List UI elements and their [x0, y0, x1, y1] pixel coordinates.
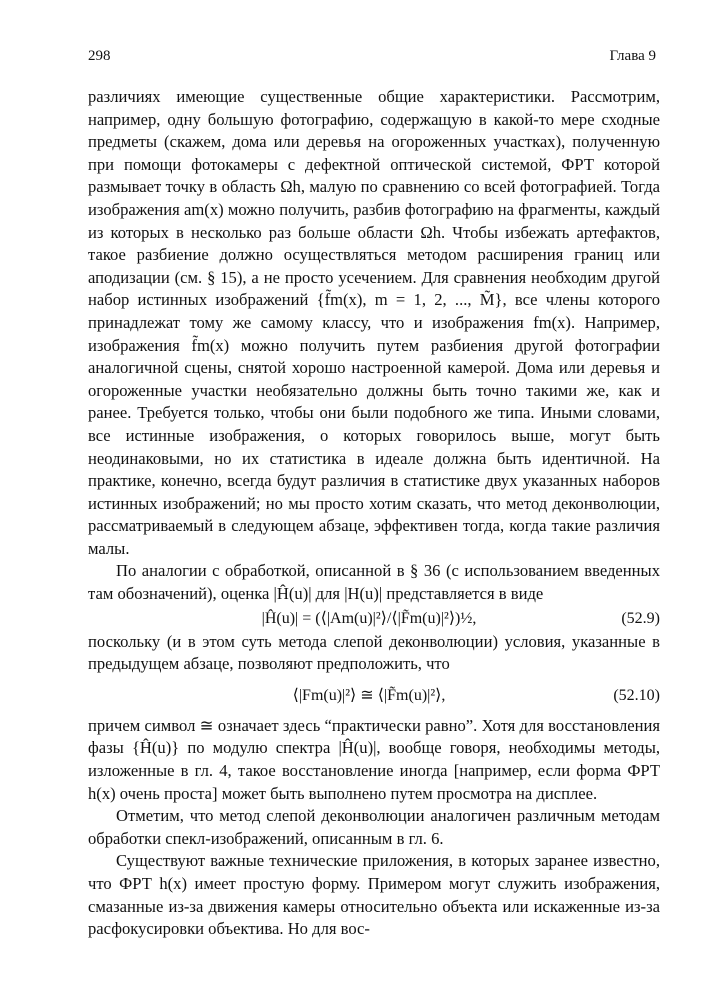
equation-52-9 — [88, 606, 660, 631]
page-header — [88, 48, 656, 65]
paragraph-2: По аналогии с обработкой, описанной в § 36 (с использованием введенных там обозначений), оценка |Ĥ(u)| для |H(u)| представляется в виде — [88, 561, 660, 604]
equation-number: (52.10) — [613, 686, 660, 704]
paragraph-6: Существуют важные технические приложения, в которых заранее известно, что ФРТ h(x) имеет простую форму. Примером могут служить изображения, смазанные из-за движения камеры относительно объекта или искаженные из-за расфокусировки объектива. Но для вос- — [88, 851, 660, 939]
equation-number: (52.9) — [621, 609, 660, 627]
paragraph-4: причем символ ≅ означает здесь “практически равно”. Хотя для восстановления фазы {Ĥ(u)} по модулю спектра |Ĥ(u)|, вообще говоря, необходимы методы, изложенные в гл. 4, такое восстановление иногда [например, если форма ФРТ h(x) очень проста] может быть выполнено путем просмотра на дисплее. — [88, 715, 660, 803]
page-number: 298 — [88, 48, 111, 64]
equation-52-10 — [88, 683, 660, 708]
equation-formula: |Ĥ(u)| = (⟨|Am(u)|²⟩/⟨|F̃m(u)|²⟩)½, — [261, 609, 477, 627]
body-text — [88, 86, 660, 941]
paragraph-1: различиях имеющие существенные общие характеристики. Рассмотрим, например, одну большую фотографию, содержащую в какой-то мере сходные предметы (скажем, дома или деревья на огороженных участках), полученную при помощи фотокамеры с дефектной оптической системой, ФРТ которой размывает точку в область Ωh, малую по сравнению со всей фотографией. Тогда изображения am(x) можно получить, разбив фотографию на фрагменты, каждый из которых в несколько раз больше области Ωh. Чтобы избежать артефактов, такое разбиение должно осуществляться методом расширения границ или аподизации (см. § 15), а не просто усечением. Для сравнения необходим другой набор истинных изображений {f̃m(x), m = 1, 2, ..., M̃}, все члены которого принадлежат тому же самому классу, что и изображения fm(x). Например, изображения f̃m(x) можно получить путем разбиения другой фотографии аналогичной сцены, снятой хорошо настроенной камерой. Дома или деревья и огороженные участки необязательно должны быть точно такими же, как и ранее. Требуется только, чтобы они были подобного же типа. Иными словами, все истинные изображения, о которых говорилось выше, могут быть неодинаковыми, но их статистика в идеале должна быть идентичной. На практике, конечно, всегда будут различия в статистике двух указанных наборов истинных изображений; но мы просто хотим сказать, что метод деконволюции, рассматриваемый в следующем абзаце, эффективен тогда, когда такие различия малы. — [88, 87, 660, 558]
equation-formula: ⟨|Fm(u)|²⟩ ≅ ⟨|F̃m(u)|²⟩, — [292, 686, 446, 704]
chapter-title: Глава 9 — [609, 48, 656, 64]
paragraph-5: Отметим, что метод слепой деконволюции аналогичен различным методам обработки спекл-изображений, описанным в гл. 6. — [88, 806, 660, 848]
paragraph-3: поскольку (и в этом суть метода слепой деконволюции) условия, указанные в предыдущем абзаце, позволяют предположить, что — [88, 631, 660, 674]
